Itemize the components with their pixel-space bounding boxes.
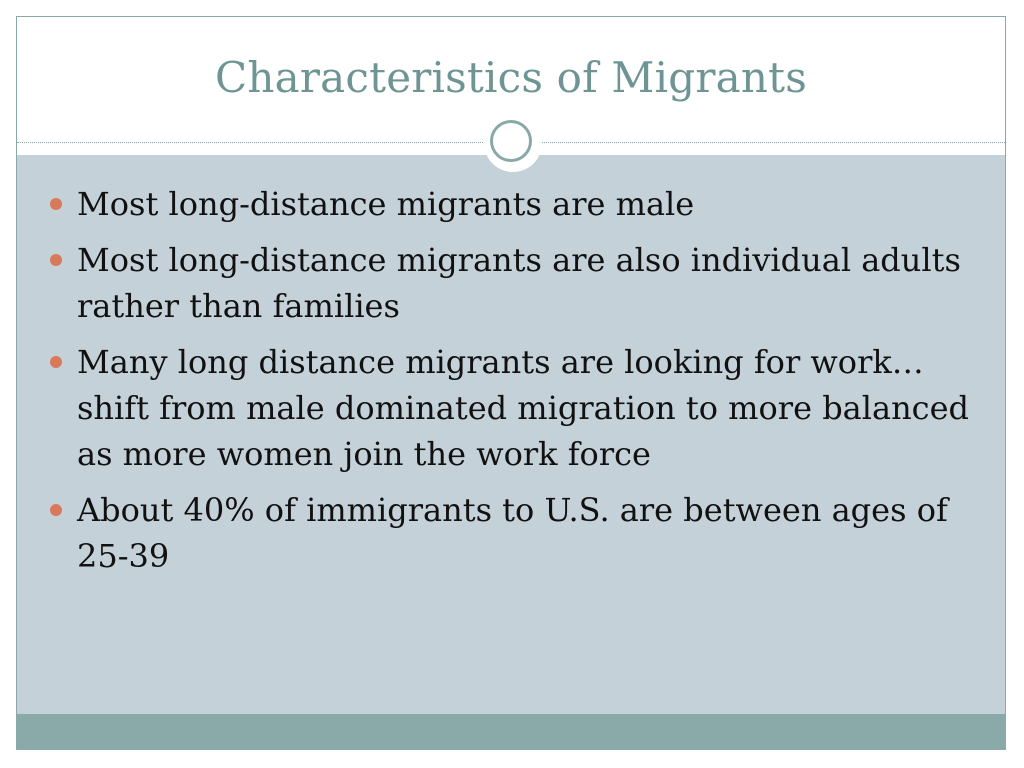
bullet-icon [50, 198, 62, 210]
bullet-text: Most long-distance migrants are male [77, 185, 695, 223]
list-item [47, 487, 987, 579]
list-item [47, 339, 987, 477]
bullet-icon [50, 254, 62, 266]
bullet-text: Many long distance migrants are looking for work… shift from male dominated migration to more balanced as more women join the work force [77, 343, 970, 473]
list-item [47, 181, 987, 227]
footer-bar [17, 714, 1005, 749]
bullet-icon [50, 356, 62, 368]
bullet-icon [50, 504, 62, 516]
slide-frame [16, 16, 1006, 750]
ring-icon [490, 120, 532, 162]
bullet-list [47, 181, 987, 589]
list-item [47, 237, 987, 329]
bullet-text: Most long-distance migrants are also individual adults rather than families [77, 241, 961, 325]
bullet-text: About 40% of immigrants to U.S. are between ages of 25-39 [77, 491, 948, 575]
slide-title: Characteristics of Migrants [215, 53, 807, 102]
